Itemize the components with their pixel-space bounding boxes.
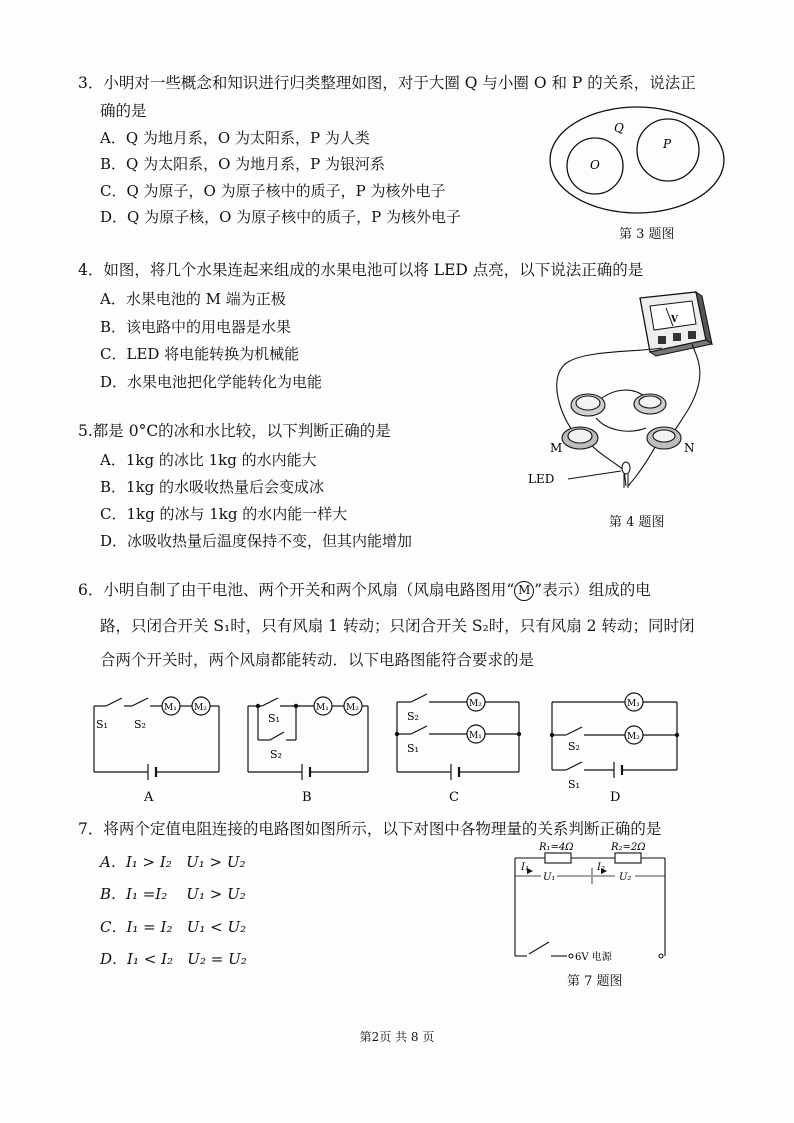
q4-voltmeter-label: V [671, 315, 678, 325]
q3-option-b: B．Q 为太阳系，O 为地月系，P 为银河系 [100, 155, 386, 173]
q6-circuit-a [90, 690, 225, 805]
q5-option-c: C．1kg 的冰与 1kg 的水内能一样大 [100, 505, 348, 523]
q5-option-a: A．1kg 的冰比 1kg 的水内能大 [100, 451, 317, 469]
q6a-s2: S₂ [134, 718, 146, 731]
q3-option-a: A．Q 为地月系，O 为太阳系，P 为人类 [100, 129, 370, 147]
q5-option-d: D．冰吸收热量后温度保持不变，但其内能增加 [100, 532, 413, 550]
q7-resistor-r1 [545, 853, 571, 863]
q3-label-q: Q [614, 121, 624, 135]
q6c-s2: S₂ [407, 710, 419, 723]
q7-label-u1: U₁ [543, 872, 556, 883]
q6-stem-line1-b: ”表示）组成的电 [534, 581, 651, 599]
q7-caption: 第 7 题图 [567, 974, 623, 989]
q7-label-u2: U₂ [619, 872, 632, 883]
q3-stem-line1: 3．小明对一些概念和知识进行归类整理如图，对于大圈 Q 与小圈 O 和 P 的关系，说法正 [78, 74, 696, 92]
q6-stem-line1-a: 6．小明自制了由干电池、两个开关和两个风扇（风扇电路图用“ [78, 581, 515, 599]
q6c-m1: M₁ [469, 731, 482, 741]
q6c-letter: C [449, 790, 459, 805]
q6-stem-line2: 路，只闭合开关 S₁时，只有风扇 1 转动；只闭合开关 S₂时，只有风扇 2 转动；同时闭 [100, 617, 695, 635]
q7-resistor-r2 [615, 853, 641, 863]
q7-option-c: C．I₁ = I₂ U₁ < U₂ [100, 918, 247, 936]
q4-led [568, 462, 630, 488]
q4-label-m: M [550, 441, 563, 455]
q4-voltmeter [640, 292, 712, 356]
q6a-s1: S₁ [96, 718, 108, 731]
q6d-letter: D [610, 790, 621, 805]
q6b-m1: M₁ [316, 703, 329, 713]
q5-stem: 5.都是 0°C的冰和水比较，以下判断正确的是 [78, 422, 391, 440]
q6d-s1: S₁ [568, 778, 580, 791]
q3-option-c: C．Q 为原子，O 为原子核中的质子，P 为核外电子 [100, 182, 446, 200]
q4-option-a: A．水果电池的 M 端为正极 [100, 290, 286, 308]
q7-label-r2: R₂=2Ω [611, 842, 646, 853]
q6-circuit-b [244, 690, 374, 805]
q3-label-p: P [663, 137, 672, 151]
q3-option-d: D．Q 为原子核，O 为原子核中的质子，P 为核外电子 [100, 208, 462, 226]
q4-label-n: N [684, 441, 695, 455]
q3-venn-figure [548, 104, 726, 216]
q3-stem-line2: 确的是 [100, 102, 147, 120]
q7-label-r1: R₁=4Ω [539, 842, 574, 853]
q7-label-i2: I₂ [597, 862, 605, 873]
q6-stem-line1 [78, 577, 738, 603]
q3-caption: 第 3 题图 [619, 227, 675, 242]
q4-caption: 第 4 题图 [609, 515, 665, 530]
q4-option-d: D．水果电池把化学能转化为电能 [100, 373, 323, 391]
page-number: 第2页 共 8 页 [359, 1030, 435, 1044]
q7-label-i1: I₁ [521, 862, 529, 873]
q6b-s2: S₂ [270, 748, 282, 761]
q6b-letter: B [302, 790, 312, 805]
q6a-letter: A [144, 790, 154, 805]
q7-circuit-figure [505, 838, 680, 968]
q6-circuit-d [548, 690, 683, 805]
q6a-m1: M₁ [164, 703, 177, 713]
q6-stem-line3: 合两个开关时，两个风扇都能转动．以下电路图能符合要求的是 [100, 651, 535, 669]
q6-circuit-c [393, 690, 525, 805]
q4-option-b: B．该电路中的用电器是水果 [100, 318, 292, 336]
q4-fruits [562, 394, 681, 449]
q5-option-b: B．1kg 的水吸收热量后会变成冰 [100, 478, 325, 496]
q6c-s1: S₁ [407, 742, 419, 755]
q6d-m2: M₂ [627, 732, 640, 742]
q6d-s2: S₂ [568, 740, 580, 753]
motor-symbol-icon: M [514, 581, 534, 601]
q4-stem: 4．如图，将几个水果连起来组成的水果电池可以将 LED 点亮，以下说法正确的是 [78, 261, 644, 279]
q6b-m2: M₂ [346, 703, 359, 713]
q4-label-led: LED [528, 472, 555, 486]
q4-fruit-battery-figure [528, 290, 728, 500]
q7-label-source: 6V 电源 [575, 952, 612, 963]
q4-option-c: C．LED 将电能转换为机械能 [100, 345, 300, 363]
q7-option-a: A．I₁ > I₂ U₁ > U₂ [100, 853, 246, 871]
q7-option-b: B．I₁ =I₂ U₁ > U₂ [100, 885, 246, 903]
q7-option-d: D．I₁ < I₂ U₂ = U₂ [100, 950, 247, 968]
q6d-m1: M₁ [627, 699, 640, 709]
q6b-s1: S₁ [268, 712, 280, 725]
q6a-m2: M₂ [194, 703, 207, 713]
q3-label-o: O [590, 158, 600, 172]
q6c-m2: M₂ [469, 699, 482, 709]
q7-stem: 7．将两个定值电阻连接的电路图如图所示，以下对图中各物理量的关系判断正确的是 [78, 820, 662, 838]
